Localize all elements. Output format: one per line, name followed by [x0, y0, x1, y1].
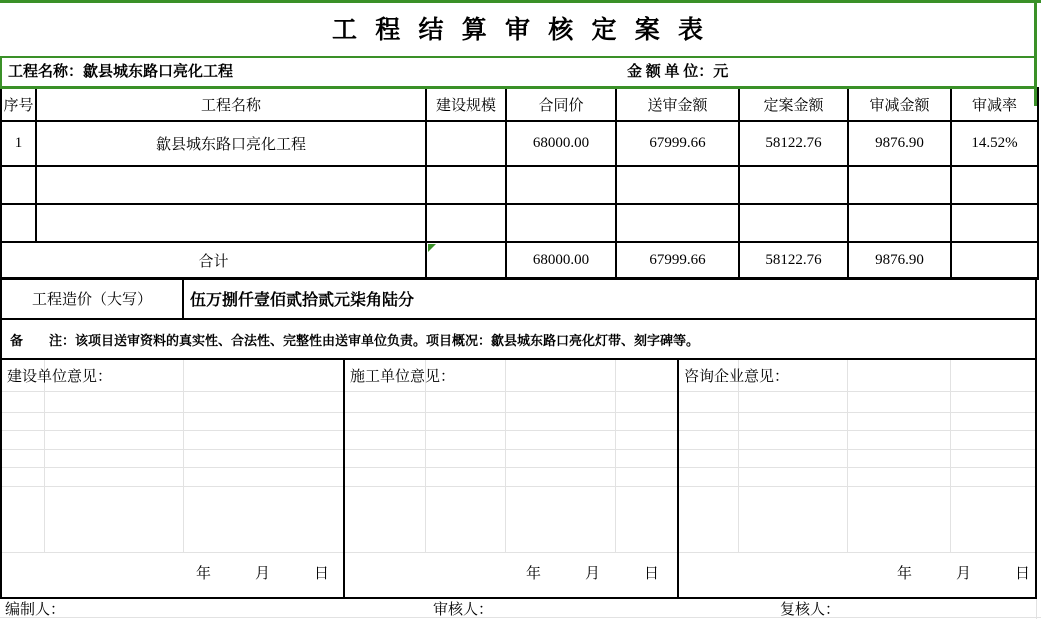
page-border-right — [1034, 0, 1037, 106]
amount-in-words-label: 工程造价（大写） — [2, 279, 184, 318]
opinion-label: 建设单位意见： — [7, 369, 113, 385]
col-header-project: 工程名称 — [36, 88, 426, 121]
col-header-scale: 建设规模 — [426, 88, 506, 121]
cell-contract-price[interactable]: 68000.00 — [506, 121, 616, 166]
cell-submitted-amount[interactable] — [616, 204, 739, 242]
date-year-label: 年 — [896, 566, 912, 582]
cell-seq[interactable] — [1, 204, 36, 242]
cell-flag-triangle-icon — [428, 244, 436, 252]
amount-in-words-value[interactable]: 伍万捌仟壹佰贰拾贰元柒角陆分 — [190, 292, 415, 309]
page-border-top — [0, 0, 1041, 3]
col-header-rate: 审减率 — [951, 88, 1038, 121]
note-row: 备 注：该项目送审资料的真实性、合法性、完整性由送审单位负责。项目概况：歙县城东路口亮化灯带、刻字碑等。 — [0, 318, 1037, 360]
auditor-label: 审核人： — [433, 602, 494, 618]
cell-scale[interactable] — [426, 121, 506, 166]
table-row — [1, 121, 1038, 166]
preparer-label: 编制人： — [5, 602, 66, 618]
total-reduction-amount[interactable]: 9876.90 — [848, 242, 951, 279]
project-name-label: 工程名称：歙县城东路口亮化工程 — [8, 64, 234, 80]
footer-signature-row — [0, 599, 1041, 621]
cell-finalized-amount[interactable] — [739, 204, 848, 242]
cell-finalized-amount[interactable]: 58122.76 — [739, 121, 848, 166]
date-line — [679, 562, 1035, 583]
date-month-label: 月 — [955, 566, 971, 582]
page-title: 工 程 结 算 审 核 定 案 表 — [331, 17, 709, 44]
total-contract-price[interactable]: 68000.00 — [506, 242, 616, 279]
opinion-label: 咨询企业意见： — [684, 369, 790, 385]
cell-reduction-amount[interactable] — [848, 204, 951, 242]
col-header-submitted: 送审金额 — [616, 88, 739, 121]
opinion-box-contractor-unit[interactable] — [343, 358, 679, 599]
info-row-border-top — [0, 56, 1037, 58]
date-line — [2, 562, 343, 583]
cell-submitted-amount[interactable] — [616, 166, 739, 204]
cell-reduction-rate[interactable] — [951, 166, 1038, 204]
date-day-label: 日 — [643, 566, 659, 582]
cell-project-name[interactable]: 歙县城东路口亮化工程 — [36, 121, 426, 166]
cell-contract-price[interactable] — [506, 166, 616, 204]
cell-scale[interactable] — [426, 166, 506, 204]
col-header-finalized: 定案金额 — [739, 88, 848, 121]
cell-seq[interactable] — [1, 166, 36, 204]
cell-finalized-amount[interactable] — [739, 166, 848, 204]
total-finalized-amount[interactable]: 58122.76 — [739, 242, 848, 279]
date-month-label: 月 — [584, 566, 600, 582]
date-month-label: 月 — [254, 566, 270, 582]
amount-unit-label: 金 额 单 位：元 — [627, 64, 729, 80]
table-row-empty — [1, 166, 1038, 204]
reviewer-label: 复核人： — [780, 602, 841, 618]
info-bar — [0, 58, 1037, 86]
amount-in-words-row — [0, 277, 1037, 320]
col-header-contract: 合同价 — [506, 88, 616, 121]
cell-reduction-rate[interactable]: 14.52% — [951, 121, 1038, 166]
opinion-label: 施工单位意见： — [350, 369, 456, 385]
cell-reduction-amount[interactable] — [848, 166, 951, 204]
col-header-reduction: 审减金额 — [848, 88, 951, 121]
col-header-seq: 序号 — [1, 88, 36, 121]
date-day-label: 日 — [1014, 566, 1030, 582]
date-year-label: 年 — [525, 566, 541, 582]
total-row — [1, 242, 1038, 279]
date-day-label: 日 — [313, 566, 329, 582]
table-row-empty — [1, 204, 1038, 242]
total-scale-cell[interactable] — [426, 242, 506, 279]
summary-table — [0, 87, 1039, 280]
opinion-box-consulting-firm[interactable] — [677, 358, 1037, 599]
total-reduction-rate[interactable] — [951, 242, 1038, 279]
cell-project-name[interactable] — [36, 166, 426, 204]
table-header-row — [1, 88, 1038, 121]
total-submitted-amount[interactable]: 67999.66 — [616, 242, 739, 279]
info-row-border-left — [0, 56, 2, 89]
table-border-top — [0, 86, 1037, 89]
date-line — [345, 562, 677, 583]
cell-seq[interactable]: 1 — [1, 121, 36, 166]
cell-contract-price[interactable] — [506, 204, 616, 242]
cell-project-name[interactable] — [36, 204, 426, 242]
cell-reduction-amount[interactable]: 9876.90 — [848, 121, 951, 166]
total-label: 合计 — [1, 242, 426, 279]
date-year-label: 年 — [195, 566, 211, 582]
opinion-box-construction-unit[interactable] — [0, 358, 345, 599]
cell-reduction-rate[interactable] — [951, 204, 1038, 242]
cell-scale[interactable] — [426, 204, 506, 242]
cell-submitted-amount[interactable]: 67999.66 — [616, 121, 739, 166]
